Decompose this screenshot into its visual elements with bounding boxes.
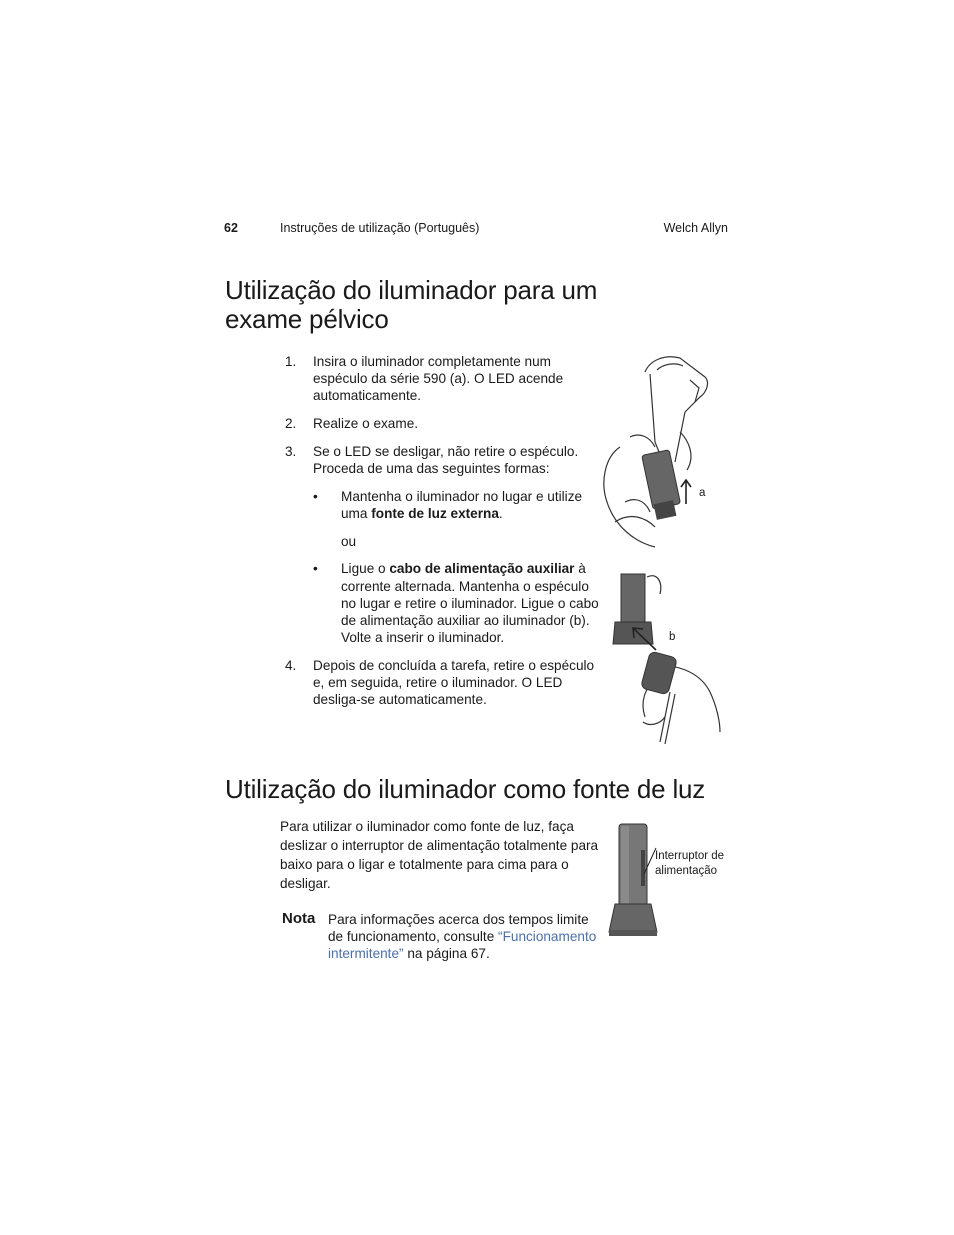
bullet-symbol: •: [313, 488, 318, 504]
bullet-text: Mantenha o iluminador no lugar e utilize uma: [341, 488, 583, 521]
power-switch-label-line1: Interruptor de: [655, 850, 725, 862]
brand-name: Welch Allyn: [663, 221, 728, 235]
steps-list: [285, 353, 605, 719]
or-text: ou: [341, 533, 357, 549]
step-text: Realize o exame.: [313, 416, 419, 432]
list-item: [285, 415, 605, 432]
bullet-text-end: à corrente alternada. Mantenha o espéculo no lugar e retire o iluminador. Ligue o cabo de alimentação auxiliar ao iluminador (b). Volte a inserir o iluminador.: [341, 561, 599, 646]
bullet-item: [285, 560, 605, 646]
section-title-pelvic: [225, 276, 597, 334]
arrow-up-icon: [678, 478, 694, 504]
arrow-diagonal-icon: [630, 626, 658, 652]
step-number: 2.: [285, 416, 297, 432]
document-title: Instruções de utilização (Português): [280, 221, 480, 235]
speculum-illustration: [595, 352, 725, 552]
bullet-item: [285, 488, 605, 522]
note-text-post: na página 67.: [403, 946, 490, 962]
bullet-symbol: •: [313, 561, 318, 577]
note-text: [328, 911, 600, 963]
section-title-light-source: Utilização do iluminador como fonte de luz: [225, 774, 706, 804]
note-text-pre: Para informações acerca dos tempos limite de funcionamento, consulte: [328, 912, 589, 945]
light-source-paragraph: Para utilizar o iluminador como fonte de luz, faça deslizar o interruptor de alimentação totalmente para baixo para o ligar e totalmente para cima para o desligar.: [280, 819, 599, 891]
section-title-line2: exame pélvico: [225, 304, 389, 334]
note-label: Nota: [282, 910, 316, 927]
power-switch-label-line2: alimentação: [655, 865, 718, 877]
power-switch-label: [655, 849, 724, 879]
bullet-bold: cabo de alimentação auxiliar: [389, 561, 575, 577]
step-text: Depois de concluída a tarefa, retire o espéculo e, em seguida, retire o iluminador. O LED desliga-se automaticamente.: [313, 657, 595, 708]
bullet-text-end: .: [498, 505, 503, 521]
figure-label-a: a: [699, 487, 706, 499]
step-text: Insira o iluminador completamente num espéculo da série 590 (a). O LED acende automaticamente.: [313, 354, 564, 404]
figure-label-b: b: [669, 631, 676, 643]
list-item: [285, 443, 605, 477]
bullet-text: Ligue o: [341, 561, 390, 577]
page-number: 62: [224, 221, 238, 235]
step-number: 4.: [285, 657, 297, 673]
step-text: Se o LED se desligar, não retire o espéculo. Proceda de uma das seguintes formas:: [313, 443, 579, 477]
step-number: 3.: [285, 443, 297, 459]
list-item: [285, 657, 605, 709]
list-item: [285, 353, 605, 405]
power-cable-illustration: [605, 572, 725, 747]
section-title-line1: Utilização do iluminador para um: [225, 275, 598, 305]
step-number: 1.: [285, 354, 297, 369]
bullet-bold: fonte de luz externa: [371, 505, 499, 521]
cross-reference-link[interactable]: “Funcionamento intermitente”: [328, 929, 597, 962]
illuminator-illustration: [605, 820, 665, 940]
